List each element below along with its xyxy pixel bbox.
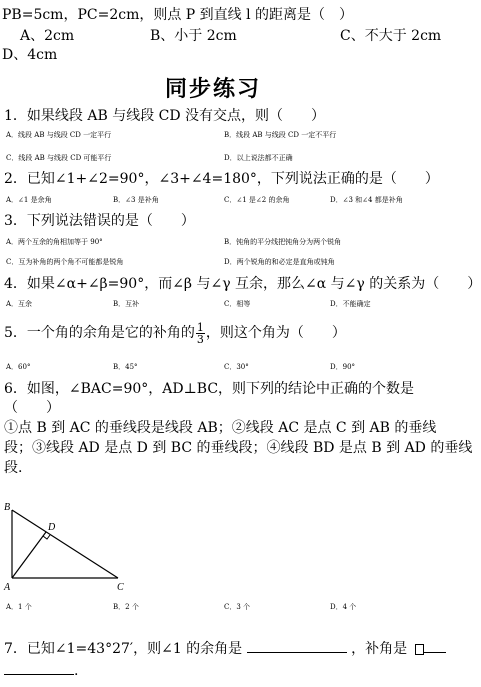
q6-option-b: B．2 个 — [113, 603, 139, 611]
q6-option-d: D．4 个 — [330, 603, 357, 611]
q4-option-a: A．互余 — [6, 300, 33, 308]
q7-complement-blank[interactable] — [247, 640, 347, 653]
q5-option-b: B．45° — [113, 363, 138, 371]
q3-option-a: A．两个互余的角相加等于 90° — [6, 238, 103, 246]
segment-bc — [12, 510, 118, 578]
q3-option-b: B．钝角的平分线把钝角分为两个锐角 — [224, 238, 342, 246]
q7-supplement-blank-end[interactable] — [4, 662, 74, 675]
q1-option-c: C．线段 AB 与线段 CD 可能平行 — [6, 154, 112, 162]
q2-option-c: C．∠1 是∠2 的余角 — [224, 196, 290, 204]
label-c: C — [117, 582, 124, 593]
label-b: B — [4, 502, 11, 513]
segment-ad — [12, 532, 46, 578]
q7-supplement-blank-start[interactable] — [424, 640, 446, 653]
q7-continuation — [4, 662, 78, 680]
q2-option-b: B．∠3 是补角 — [113, 196, 159, 204]
section-title: 同步练习 — [165, 77, 262, 102]
q6-statement-line3: 段. — [4, 460, 23, 476]
q7-stem — [4, 640, 446, 658]
q5-option-c: C．30° — [224, 363, 249, 371]
q6-stem: 6．如图，∠BAC=90°，AD⊥BC，则下列的结论中正确的个数是 — [4, 381, 415, 397]
q6-answer-paren: （ ） — [4, 400, 60, 416]
q5-option-a: A．60° — [6, 363, 31, 371]
label-a: A — [4, 582, 11, 593]
q6-triangle-figure — [0, 498, 140, 598]
q4-option-d: D．不能确定 — [330, 300, 371, 308]
prev-option-c: C、不大于 2cm — [340, 28, 442, 44]
placeholder-box-icon — [415, 644, 424, 655]
q5-fraction-denominator: 3 — [196, 332, 204, 346]
prev-option-b: B、小于 2cm — [150, 28, 237, 44]
q6-statement-line1: ①点 B 到 AC 的垂线段是线段 AB；②线段 AC 是点 C 到 AB 的垂线 — [4, 420, 437, 436]
q5-option-d: D．90° — [330, 363, 356, 371]
q3-stem: 3．下列说法错误的是（ ） — [4, 213, 195, 229]
q7-stem-b: ，补角是 — [351, 641, 408, 657]
q2-option-d: D．∠3 和∠4 都是补角 — [330, 196, 403, 204]
q5-fraction-numerator: 1 — [196, 320, 204, 334]
q1-stem: 1．如果线段 AB 与线段 CD 没有交点，则（ ） — [4, 108, 326, 124]
q7-end-period: . — [74, 663, 79, 679]
q1-option-b: B．线段 AB 与线段 CD 一定不平行 — [224, 131, 337, 139]
prev-option-a: A、2cm — [20, 28, 75, 44]
q3-option-d: D．两个锐角的和必定是直角或钝角 — [224, 258, 335, 266]
q5-stem-b: ，则这个角为（ ） — [205, 325, 346, 341]
q2-stem: 2．已知∠1+∠2=90°，∠3+∠4=180°，下列说法正确的是（ ） — [4, 171, 439, 187]
q6-statement-line2: 段；③线段 AD 是点 D 到 BC 的垂线段；④线段 BD 是点 B 到 AD 的垂线 — [4, 440, 473, 456]
q7-stem-a: 7．已知∠1=43°27′，则∠1 的余角是 — [4, 641, 243, 657]
q4-option-c: C．相等 — [224, 300, 251, 308]
q2-option-a: A．∠1 是余角 — [6, 196, 52, 204]
q3-option-c: C．互为补角的两个角不可能都是锐角 — [6, 258, 124, 266]
q5-stem-a: 5．一个角的余角是它的补角的 — [4, 325, 195, 341]
q6-option-c: C．3 个 — [224, 603, 251, 611]
q5-fraction — [196, 322, 205, 345]
q1-option-d: D．以上说法都不正确 — [224, 154, 293, 162]
q4-stem: 4．如果∠α+∠β=90°，而∠β 与∠γ 互余，那么∠α 与∠γ 的关系为（ ） — [4, 276, 481, 292]
label-d: D — [48, 522, 56, 533]
prev-question-stem: PB=5cm，PC=2cm，则点 P 到直线 l 的距离是（ ） — [2, 7, 354, 23]
q5-stem — [4, 320, 346, 346]
prev-option-d: D、4cm — [2, 47, 58, 63]
q4-option-b: B．互补 — [113, 300, 140, 308]
q1-option-a: A．线段 AB 与线段 CD 一定平行 — [6, 131, 112, 139]
q6-option-a: A．1 个 — [6, 603, 32, 611]
